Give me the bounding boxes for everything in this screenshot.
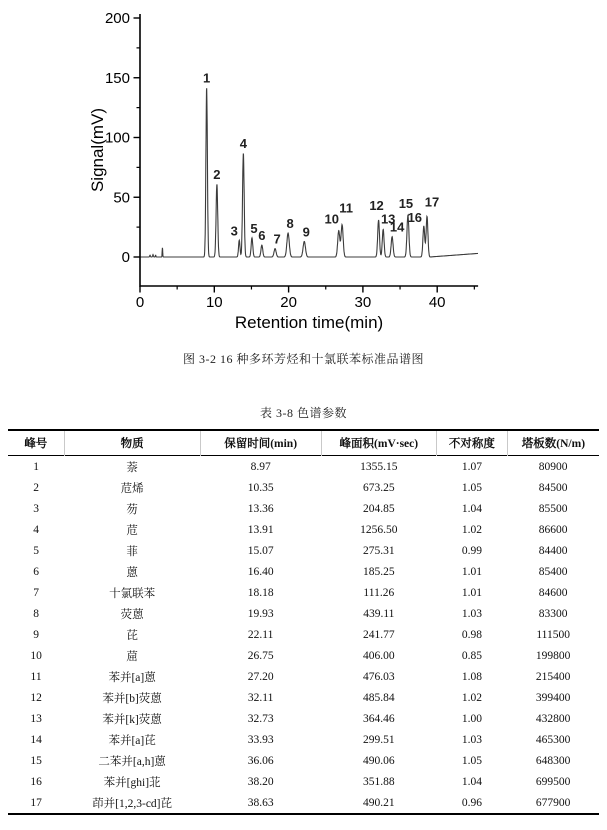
- table-cell: 蒽: [126, 566, 138, 579]
- table-cell: 32.11: [247, 691, 274, 704]
- table-cell: 1.05: [461, 481, 482, 494]
- table-cell: 1.08: [461, 670, 482, 683]
- table-cell: 83300: [538, 607, 568, 620]
- table-cell: 38.63: [247, 796, 274, 809]
- peak-label: 9: [302, 224, 310, 240]
- y-tick-label: 200: [104, 10, 130, 27]
- table-cell: 80900: [538, 460, 568, 473]
- peak-label: 16: [407, 209, 423, 225]
- y-tick-label: 0: [121, 249, 130, 266]
- peak-label: 2: [213, 167, 221, 183]
- table-cell: 3: [33, 502, 39, 515]
- peak-label: 10: [324, 211, 339, 227]
- table-cell: 648300: [535, 754, 571, 767]
- table-cell: 13.91: [247, 523, 274, 536]
- column-header-4: 不对称度: [436, 430, 507, 456]
- table-cell: 85400: [538, 565, 568, 578]
- column-header-0: 峰号: [24, 438, 48, 450]
- table-cell: 15.07: [247, 544, 274, 557]
- y-tick-label: 50: [113, 189, 130, 207]
- table-row: [8, 519, 599, 540]
- chromatogram-chart: [0, 0, 607, 345]
- table-cell: 1.02: [461, 691, 482, 704]
- table-row: [8, 750, 599, 771]
- table-cell: 17: [30, 796, 42, 809]
- table-cell: 16: [30, 775, 42, 788]
- table-cell: 36.06: [247, 754, 274, 767]
- y-tick-label: 150: [104, 69, 130, 87]
- table-cell: 485.84: [363, 691, 395, 704]
- chromatography-parameters-table: [8, 429, 599, 815]
- table-cell: 苯并[k]荧蒽: [102, 713, 162, 726]
- table-cell: 465300: [535, 733, 571, 746]
- table-row: [8, 708, 599, 729]
- table-cell: 84600: [538, 586, 568, 599]
- table-cell: 7: [33, 586, 39, 599]
- column-header-3: 峰面积(mV·sec): [321, 430, 436, 456]
- table-cell: 0.96: [461, 796, 482, 809]
- table-cell: 490.06: [363, 754, 395, 767]
- table-cell: 5: [33, 544, 39, 557]
- table-cell: 14: [30, 733, 42, 746]
- table-cell: 32.73: [247, 712, 274, 725]
- peak-label: 11: [339, 200, 353, 216]
- table-cell: 439.11: [363, 607, 395, 620]
- table-cell: 1.03: [461, 607, 482, 620]
- table-cell: 199800: [535, 649, 571, 662]
- axes-lines: [140, 14, 478, 286]
- table-cell: 1.05: [461, 754, 482, 767]
- table-cell: 84500: [538, 481, 568, 494]
- table-row: [8, 540, 599, 561]
- table-cell: 12: [30, 691, 42, 704]
- peak-label: 4: [239, 136, 247, 152]
- x-tick-label: 10: [205, 294, 223, 311]
- column-header-5: 塔板数(N/m): [507, 430, 599, 456]
- table-cell: 85500: [538, 502, 568, 515]
- table-cell: 84400: [538, 544, 568, 557]
- table-cell: 荧蒽: [120, 608, 144, 621]
- table-cell: 苯并[a]芘: [108, 734, 156, 747]
- table-row: [8, 729, 599, 750]
- table-row: [8, 561, 599, 582]
- table-cell: 1.01: [461, 586, 482, 599]
- table-cell: 111500: [536, 628, 570, 641]
- table-cell: 1355.15: [360, 460, 398, 473]
- table-cell: 241.77: [363, 628, 395, 641]
- table-cell: 351.88: [363, 775, 395, 788]
- table-cell: 15: [30, 754, 42, 767]
- table-cell: 0.98: [461, 628, 482, 641]
- table-cell: 苯并[ghi]苝: [103, 776, 161, 789]
- table-cell: 䓛: [126, 650, 138, 663]
- table-cell: 1.01: [461, 565, 482, 578]
- table-cell: 1.04: [461, 502, 482, 515]
- table-cell: 26.75: [247, 649, 274, 662]
- peak-label: 12: [369, 197, 384, 213]
- table-cell: 299.51: [363, 733, 395, 746]
- table-cell: 185.25: [363, 565, 395, 578]
- table-cell: 苊: [126, 524, 138, 537]
- table-body: [8, 456, 599, 815]
- table-header: [8, 430, 599, 456]
- peak-label: 17: [424, 194, 440, 210]
- table-cell: 0.85: [461, 649, 482, 662]
- peak-label: 15: [398, 196, 414, 212]
- table-cell: 13: [30, 712, 42, 725]
- table-cell: 1.00: [461, 712, 482, 725]
- table-row: [8, 645, 599, 666]
- table-cell: 13.36: [247, 502, 274, 515]
- table-cell: 677900: [535, 796, 571, 809]
- peak-label: 13: [380, 211, 396, 227]
- table-cell: 2: [33, 481, 39, 494]
- column-header-2: 保留时间(min): [200, 430, 321, 456]
- peak-label: 7: [273, 231, 281, 247]
- peak-label: 8: [286, 216, 294, 232]
- table-cell: 9: [33, 628, 39, 641]
- table-cell: 芴: [126, 503, 138, 516]
- table-cell: 6: [33, 565, 39, 578]
- table-cell: 18.18: [247, 586, 274, 599]
- table-cell: 275.31: [363, 544, 395, 557]
- peak-label: 1: [203, 70, 211, 86]
- table-cell: 4: [33, 523, 39, 536]
- table-row: [8, 456, 599, 478]
- table-cell: 1.07: [461, 460, 482, 473]
- table-cell: 111.26: [363, 586, 395, 599]
- table-cell: 476.03: [363, 670, 395, 683]
- table-cell: 432800: [535, 712, 571, 725]
- table-cell: 86600: [538, 523, 568, 536]
- table-cell: 33.93: [247, 733, 274, 746]
- x-axis-title: Retention time(min): [234, 313, 384, 332]
- table-cell: 菲: [126, 545, 138, 558]
- table-cell: 0.99: [461, 544, 482, 557]
- table-cell: 204.85: [363, 502, 395, 515]
- y-tick-label: 100: [104, 129, 130, 147]
- figure-caption: 图 3-2 16 种多环芳烃和十氯联苯标准品谱图: [183, 352, 424, 366]
- y-axis-title: Signal(mV): [88, 107, 107, 193]
- peak-label: 6: [258, 228, 266, 244]
- table-cell: 芘: [126, 629, 138, 642]
- table-cell: 1.02: [461, 523, 482, 536]
- table-cell: 673.25: [363, 481, 395, 494]
- table-row: [8, 603, 599, 624]
- table-cell: 8: [33, 607, 39, 620]
- table-row: [8, 666, 599, 687]
- table-cell: 490.21: [363, 796, 395, 809]
- table-row: [8, 498, 599, 519]
- table-row: [8, 624, 599, 645]
- table-cell: 1: [33, 460, 39, 473]
- table-cell: 10: [30, 649, 42, 662]
- table-title: 表 3-8 色谱参数: [260, 406, 347, 420]
- x-tick-label: 0: [135, 294, 145, 311]
- column-header-1: 物质: [64, 430, 200, 456]
- table-cell: 215400: [535, 670, 571, 683]
- table-cell: 二苯并[a,h]蒽: [98, 755, 166, 768]
- chromatogram-figure: [0, 0, 607, 345]
- table-cell: 1.03: [461, 733, 482, 746]
- table-cell: 38.20: [247, 775, 274, 788]
- x-tick-label: 30: [354, 294, 372, 311]
- x-tick-label: 40: [428, 294, 446, 311]
- table-cell: 399400: [535, 691, 571, 704]
- table-row: [8, 477, 599, 498]
- table-cell: 1.04: [461, 775, 482, 788]
- table-row: [8, 792, 599, 814]
- table-cell: 8.97: [250, 460, 271, 473]
- table-row: [8, 771, 599, 792]
- peak-label: 3: [230, 223, 238, 239]
- table-cell: 十氯联苯: [109, 587, 156, 600]
- table-cell: 364.46: [363, 712, 395, 725]
- x-tick-label: 20: [280, 294, 297, 311]
- table-cell: 699500: [535, 775, 571, 788]
- table-cell: 1256.50: [360, 523, 398, 536]
- table-cell: 10.35: [247, 481, 274, 494]
- table-cell: 苊烯: [120, 482, 144, 495]
- table-cell: 19.93: [247, 607, 274, 620]
- peak-label: 5: [250, 220, 258, 236]
- peak-label: 14: [389, 219, 405, 235]
- table-cell: 苯并[a]蒽: [108, 671, 156, 684]
- table-row: [8, 582, 599, 603]
- table-row: [8, 687, 599, 708]
- table-cell: 406.00: [363, 649, 395, 662]
- table-cell: 苯并[b]荧蒽: [102, 692, 162, 705]
- table-cell: 11: [30, 670, 42, 683]
- table-cell: 16.40: [247, 565, 274, 578]
- table-cell: 22.11: [247, 628, 274, 641]
- table-cell: 茚并[1,2,3-cd]芘: [92, 797, 173, 810]
- table-cell: 萘: [126, 461, 138, 474]
- table-cell: 27.20: [247, 670, 274, 683]
